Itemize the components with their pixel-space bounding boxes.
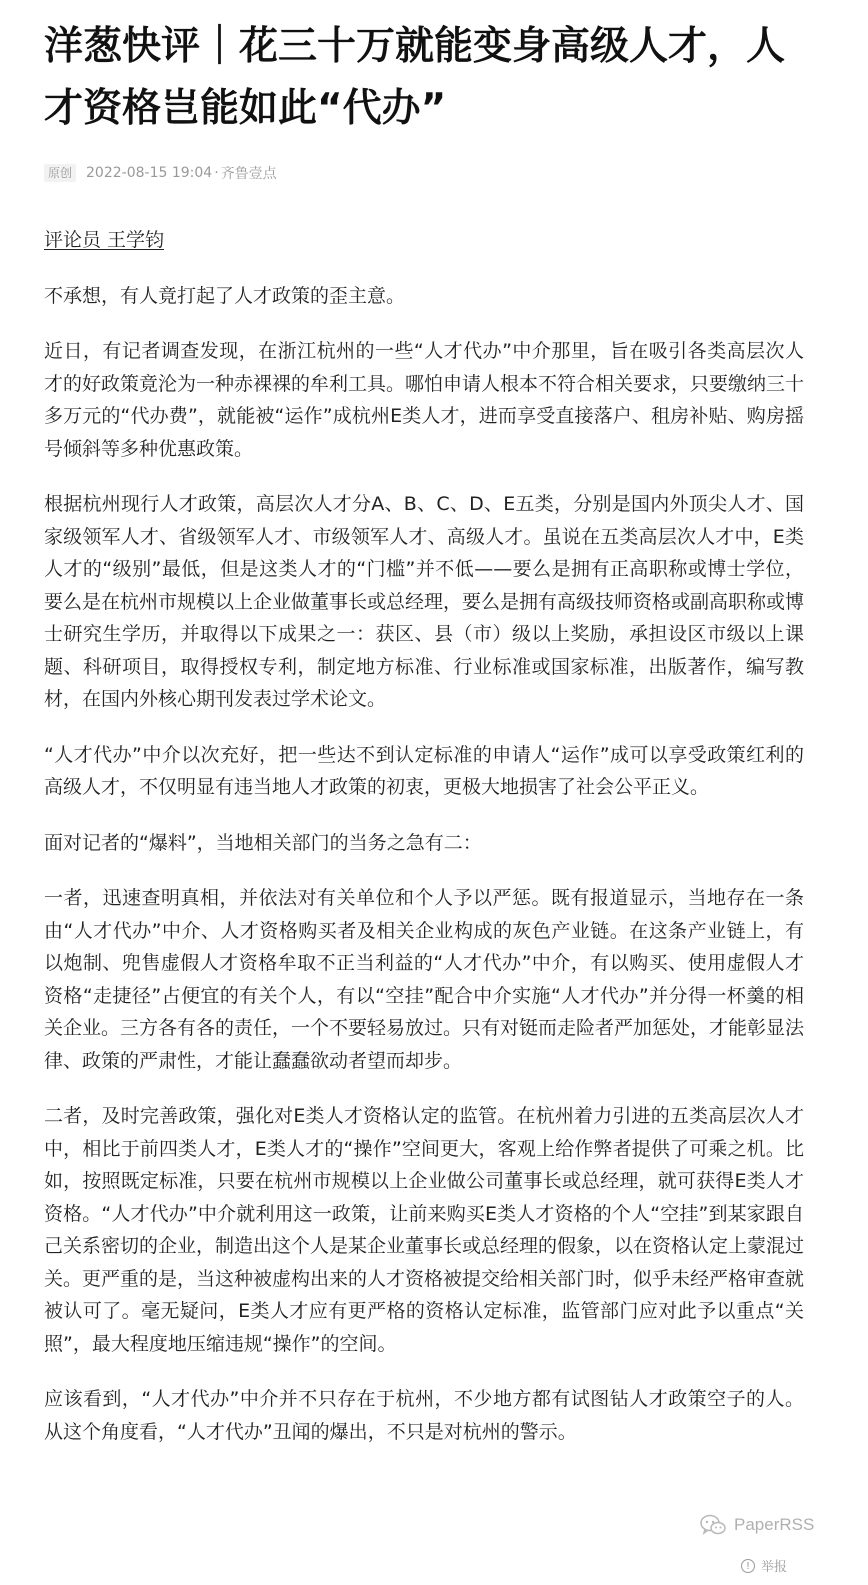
paragraph: 一者，迅速查明真相，并依法对有关单位和个人予以严惩。既有报道显示，当地存在一条由“人才代办”中介、人才资格购买者及相关企业构成的灰色产业链。在这条产业链上，有以炮制、兜售虚假人才资格牟取不正当利益的“人才代办”中介，有以购买、使用虚假人才资格“走捷径”占便宜的有关个人，有以“空挂”配合中介实施“人才代办”并分得一杯羹的相关企业。三方各有各的责任，一个不要轻易放过。只有对铤而走险者严加惩处，才能彰显法律、政策的严肃性，才能让蠢蠢欲动者望而却步。 [44, 887, 805, 1072]
paperrss-watermark [700, 1514, 814, 1536]
original-badge: 原创 [44, 164, 76, 182]
article-body [44, 224, 804, 1448]
watermark-text: PaperRSS [734, 1515, 815, 1534]
warning-circle-icon: ! [741, 1559, 755, 1573]
publish-datetime: 2022-08-15 19:04 [86, 165, 213, 181]
paragraph: 根据杭州现行人才政策，高层次人才分A、B、C、D、E五类，分别是国内外顶尖人才、国家级领军人才、省级领军人才、市级领军人才、高级人才。虽说在五类高层次人才中，E类人才的“级别”最低，但是这类人才的“门槛”并不低——要么是拥有正高职称或博士学位，要么是在杭州市规模以上企业做董事长或总经理，要么是拥有高级技师资格或副高职称或博士研究生学历，并取得以下成果之一：获区、县（市）级以上奖励，承担设区市级以上课题、科研项目，取得授权专利，制定地方标准、行业标准或国家标准，出版著作，编写教材，在国内外核心期刊发表过学术论文。 [44, 493, 805, 710]
wechat-icon [700, 1514, 726, 1536]
article [44, 0, 804, 1471]
source-name[interactable]: 齐鲁壹点 [220, 166, 277, 182]
meta-separator: · [214, 165, 219, 181]
paragraph: 面对记者的“爆料”，当地相关部门的当务之急有二： [44, 831, 482, 854]
paragraph: 二者，及时完善政策，强化对E类人才资格认定的监管。在杭州着力引进的五类高层次人才中，相比于前四类人才，E类人才的“操作”空间更大，客观上给作弊者提供了可乘之机。比如，按照既定标准，只要在杭州市规模以上企业做公司董事长或总经理，就可获得E类人才资格。“人才代办”中介就利用这一政策，让前来购买E类人才资格的个人“空挂”到某家跟自己关系密切的企业，制造出这个人是某企业董事长或总经理的假象，以在资格认定上蒙混过关。更严重的是，当这种被虚构出来的人才资格被提交给相关部门时，似乎未经严格审查就被认可了。毫无疑问，E类人才应有更严格的资格认定标准，监管部门应对此予以重点“关照”，最大程度地压缩违规“操作”的空间。 [44, 1105, 805, 1355]
report-button[interactable] [741, 1556, 787, 1575]
article-title: 洋葱快评｜花三十万就能变身高级人才，人才资格岂能如此“代办” [44, 24, 786, 131]
paragraph: 不承想，有人竟打起了人才政策的歪主意。 [44, 284, 406, 307]
article-meta [44, 162, 804, 184]
paragraph: 近日，有记者调查发现，在浙江杭州的一些“人才代办”中介那里，旨在吸引各类高层次人才的好政策竟沦为一种赤裸裸的牟利工具。哪怕申请人根本不符合相关要求，只要缴纳三十多万元的“代办费”，就能被“运作”成杭州E类人才，进而享受直接落户、租房补贴、购房摇号倾斜等多种优惠政策。 [44, 340, 805, 460]
paragraph: “人才代办”中介以次充好，把一些达不到认定标准的申请人“运作”成可以享受政策红利的高级人才，不仅明显有违当地人才政策的初衷，更极大地损害了社会公平正义。 [44, 743, 804, 798]
report-label: 举报 [761, 1560, 788, 1575]
author-line: 评论员 王学钧 [44, 229, 165, 251]
paragraph: 应该看到，“人才代办”中介并不只存在于杭州，不少地方都有试图钻人才政策空子的人。从这个角度看，“人才代办”丑闻的爆出，不只是对杭州的警示。 [44, 1388, 804, 1443]
